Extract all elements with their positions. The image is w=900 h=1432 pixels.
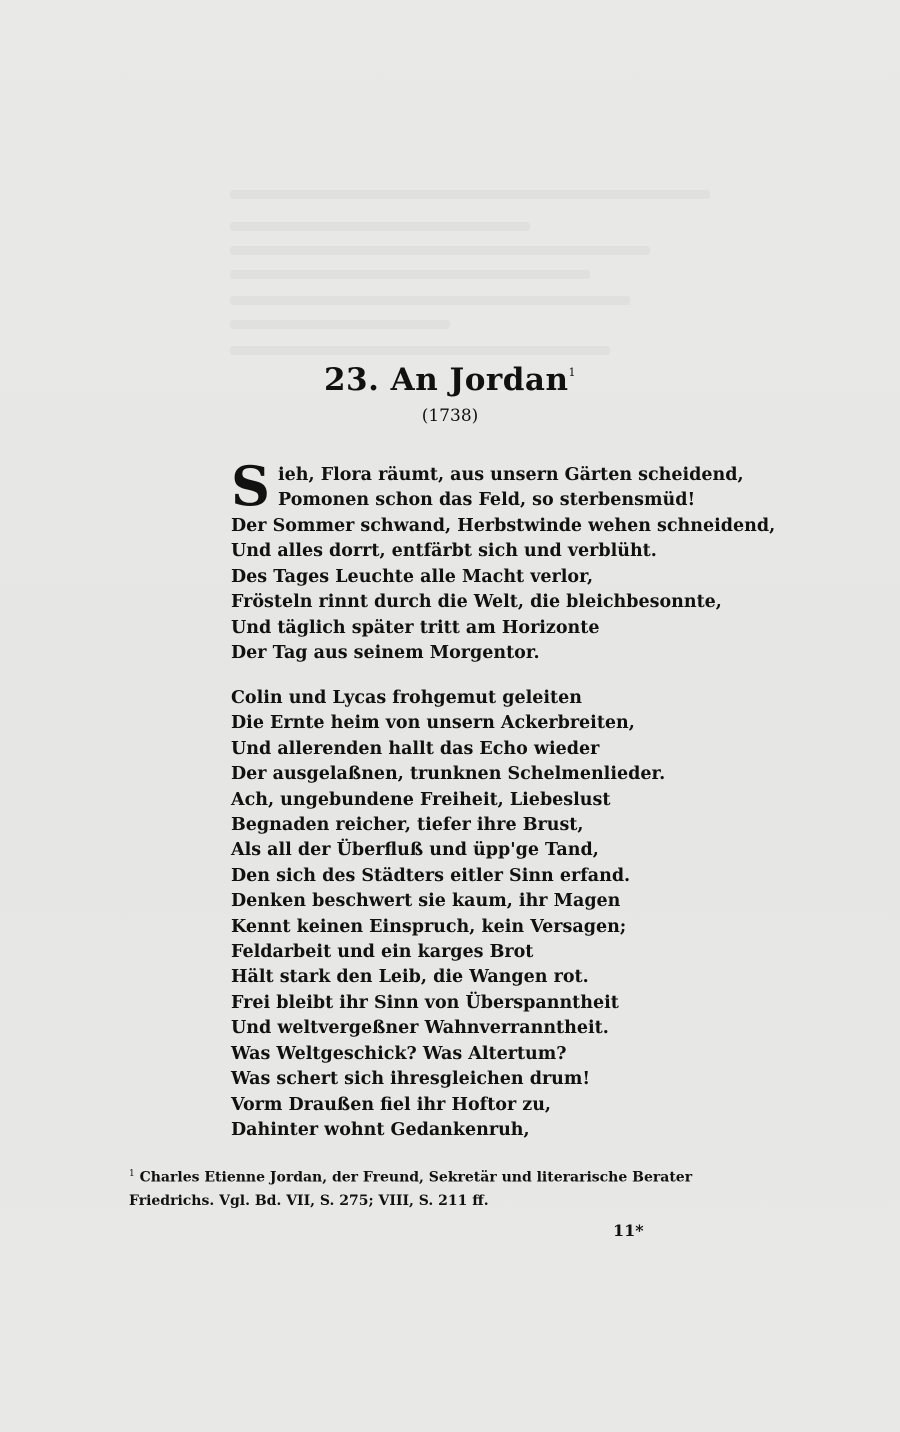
poem-line: Colin und Lycas frohgemut geleiten xyxy=(231,688,582,708)
footnote-reference: 1 xyxy=(568,366,577,379)
poem-line: Hält stark den Leib, die Wangen rot. xyxy=(231,967,589,988)
poem-line: Ach, ungebundene Freiheit, Liebeslust xyxy=(231,789,611,810)
poem-line: Begnaden reicher, tiefer ihre Brust, xyxy=(231,815,584,836)
footnote-text: Charles Etienne Jordan, der Freund, Sekretär und literarische Berater Friedrichs. Vgl. Bd. VII, S. 275; VIII, S. 211 ff. xyxy=(129,1169,693,1209)
poem-line: Frei bleibt ihr Sinn von Überspanntheit xyxy=(231,992,619,1013)
poem-line: Kennt keinen Einspruch, kein Versagen; xyxy=(231,916,627,937)
poem-year: (1738) xyxy=(421,406,479,426)
poem-line: Frösteln rinnt durch die Welt, die bleichbesonnte, xyxy=(231,592,722,613)
stanza-2 xyxy=(231,686,665,1143)
poem-line: Und weltvergeßner Wahnverranntheit. xyxy=(231,1018,609,1039)
poem-line: Der ausgelaßnen, trunknen Schelmenlieder. xyxy=(231,764,666,785)
poem-line: Und alles dorrt, entfärbt sich und verblüht. xyxy=(231,541,657,562)
show-through-line xyxy=(230,346,610,355)
poem-line: Die Ernte heim von unsern Ackerbreiten, xyxy=(231,713,635,734)
poem-line: Feldarbeit und ein karges Brot xyxy=(231,942,534,963)
poem-line: Als all der Überfluß und üpp'ge Tand, xyxy=(231,840,599,861)
poem-line: Der Tag aus seinem Morgentor. xyxy=(231,643,540,664)
poem-line: Den sich des Städters eitler Sinn erfand. xyxy=(231,865,631,886)
poem-line: Der Sommer schwand, Herbstwinde wehen schneidend, xyxy=(231,516,776,536)
show-through-line xyxy=(230,222,530,231)
poem-line: Des Tages Leuchte alle Macht verlor, xyxy=(231,566,594,587)
poem-line: Was schert sich ihresgleichen drum! xyxy=(231,1069,591,1090)
drop-cap: S xyxy=(231,454,270,518)
poem-title-text: 23. An Jordan xyxy=(323,362,569,398)
poem-line: ieh, Flora räumt, aus unsern Gärten scheidend, xyxy=(278,465,744,485)
show-through-line xyxy=(230,296,630,305)
show-through-line xyxy=(230,190,710,199)
poem-opening xyxy=(278,463,744,514)
stanza-1 xyxy=(231,514,775,666)
poem-line: Was Weltgeschick? Was Altertum? xyxy=(231,1043,567,1064)
footnote-mark: 1 xyxy=(129,1169,135,1179)
poem-line: Pomonen schon das Feld, so sterbensmüd! xyxy=(278,490,696,511)
poem-line: Und allerenden hallt das Echo wieder xyxy=(231,738,600,759)
poem-line: Und täglich später tritt am Horizonte xyxy=(231,617,600,638)
show-through-line xyxy=(230,320,450,329)
poem-line: Dahinter wohnt Gedankenruh, xyxy=(231,1119,530,1140)
page-number: 11* xyxy=(613,1221,644,1240)
poem-title xyxy=(0,362,900,398)
footnote xyxy=(129,1163,741,1213)
poem-line: Vorm Draußen fiel ihr Hoftor zu, xyxy=(231,1094,552,1115)
show-through-line xyxy=(230,246,650,255)
show-through-line xyxy=(230,270,590,279)
poem-line: Denken beschwert sie kaum, ihr Magen xyxy=(231,891,621,912)
